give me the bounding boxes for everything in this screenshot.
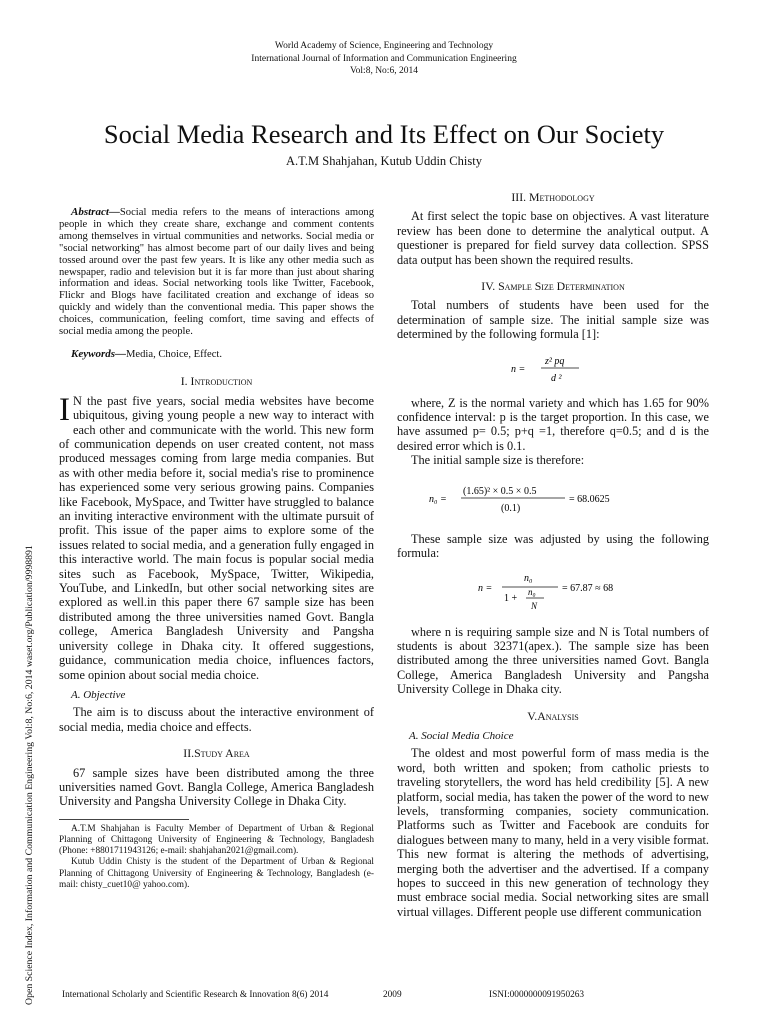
- right-column: [397, 190, 709, 919]
- section-heading-sample-size: IV. Sample Size Determination: [481, 279, 625, 294]
- equation-2: [397, 482, 709, 522]
- eq3-inner-denominator: N: [531, 600, 538, 611]
- section-heading-study-area: II.Study Area: [183, 746, 250, 761]
- header-line-2: International Journal of Information and Communication Engineering: [251, 53, 517, 64]
- eq3-inner-numerator: n₀: [528, 586, 536, 597]
- eq3-result: = 67.87 ≈ 68: [562, 582, 614, 594]
- eq2-numerator: (1.65)² × 0.5 × 0.5: [463, 485, 537, 497]
- footer-left: International Scholarly and Scientific Research & Innovation 8(6) 2014: [62, 990, 329, 1000]
- introduction-text: [59, 391, 374, 682]
- footnote-1: A.T.M Shahjahan is Faculty Member of Department of Urban & Regional Planning of Chittagong University of Engineering & Technology, Bangladesh (Phone: +8801711943126; e-mail: shahjahan2021@gmail.com).: [59, 823, 374, 857]
- keywords-text: Media, Choice, Effect.: [126, 348, 222, 360]
- abstract-label: Abstract—: [71, 206, 120, 218]
- section-heading-analysis: V.Analysis: [527, 708, 579, 723]
- keywords-label: Keywords—: [71, 347, 126, 360]
- study-area-text: 67 sample sizes have been distributed among the three universities named Govt. Bangla College, America Bangladesh University and Pangsha University College in Dhaka City.: [59, 765, 374, 809]
- paper-title: Social Media Research and Its Effect on Our Society: [103, 119, 665, 149]
- drop-cap: I: [59, 391, 70, 428]
- equation-3: [397, 571, 709, 615]
- sample-size-text-2: where, Z is the normal variety and which has 1.65 for 90% confidence interval: p is the target proportion. In this case, we have assumed p= 0.5; p+q =1, therefore q=0.5; and d is the desired error which is 0.1.: [397, 395, 709, 453]
- methodology-text: At first select the topic base on objectives. A vast literature review has been done to determine the analytical output. A questioner is prepared for field survey data collection. SPSS data output has been shown the required results.: [397, 209, 709, 267]
- left-column: [59, 207, 374, 891]
- sample-size-text-1: Total numbers of students have been used for the determination of sample size. The initial sample size was determined by the following formula [1]:: [397, 298, 709, 342]
- header-line-1: World Academy of Science, Engineering and Technology: [274, 41, 494, 51]
- eq1-denominator: d ²: [551, 372, 562, 384]
- paper-authors: A.T.M Shahjahan, Kutub Uddin Chisty: [286, 154, 482, 168]
- section-heading-methodology: III. Methodology: [511, 190, 595, 204]
- eq3-denominator-prefix: 1 +: [504, 592, 518, 604]
- sample-size-text-5: where n is requiring sample size and N is Total numbers of students is about 32371(apex.). The sample size has been distributed among the three universities named Govt. Bangla College, America Bangladesh University and Pangsha University College in Dhaka city.: [397, 624, 709, 697]
- abstract: [59, 207, 374, 338]
- section-heading-introduction: I. Introduction: [180, 374, 253, 389]
- keywords: [59, 347, 374, 362]
- eq2-denominator: (0.1): [501, 502, 521, 514]
- sample-size-text-3: The initial sample size is therefore:: [411, 453, 585, 468]
- footer-right: ISNI:0000000091950263: [489, 990, 585, 1000]
- side-citation: Open Science Index, Information and Communication Engineering Vol:8, No:6, 2014 waset.org/Publication/9998891: [24, 545, 35, 1005]
- subheading-social-media-choice: A. Social Media Choice: [409, 729, 514, 742]
- introduction-body: N the past five years, social media websites have become ubiquitous, giving young people a new way to interact with each other and communicate with the world. This new form of communication depends on user created content, not mass produced messages coming from large media companies. But as with other media before it, social media's rise to prominence has experienced some very serious growing pains. Companies like Facebook, MySpace, and Twitter have struggled to balance an inviting interactive environment with the ultimate pursuit of profit. This issue of the paper aims to explore some of the issues related to social media, and a generation fully engaged in this interactive world. The main focus is popular social media sites such as Facebook, MySpace, Twitter, Wikipedia, YouTube, and LinkedIn, but other social networking sites are explored as well.in this paper there 67 sample size has been distributed among the three universities named Govt. Bangla college, America Bangladesh University and Pangsha university college in Dhaka city. It offered suggestions, guidance, communication media choice, influences factors, some opinion about social media choice.: [59, 393, 374, 682]
- abstract-text: Social media refers to the means of interactions among people in which they create share, exchange and comment contents among themselves in virtual communities and networks. Social media or "social networking" has almost become part of our daily lives and being tossed around over the past few years. It is like any other media such as newspaper, radio and television but it is far more than just about sharing information and ideas. Social networking tools like Twitter, Facebook, Flickr and Blogs have facilitated creation and exchange of ideas so quickly and widely than the conventional media. This paper shows the choices, communication, feeling comfort, time saving and effects of social media among the people.: [59, 207, 374, 338]
- footnote-2: Kutub Uddin Chisty is the student of the Department of Urban & Regional Planning of Chittagong University of Engineering & Technology, Bangladesh (e-mail: chisty_cuet10@ yahoo.com).: [59, 857, 374, 890]
- equation-1: [397, 352, 709, 386]
- header-line-3: Vol:8, No:6, 2014: [350, 66, 418, 76]
- analysis-text: The oldest and most powerful form of mass media is the word, both written and spoken; from catholic priests to traveling storytellers, the word has held credibility [5]. A new platform, social media, has taken the power of the word to new levels, transforming companies, society communication. Platforms such as Twitter and Facebook are conduits for dialogues between many to many, held in a very visible format. This new format is altering the methods of advertising, merging both the advertiser and the advertised. If a company hopes to succeed in this new generation of technology they must embrace social media. Social networking sites are small virtual villages. Different people use different communication: [397, 746, 710, 919]
- eq1-lhs: n =: [511, 363, 526, 375]
- eq3-lhs: n =: [478, 582, 493, 594]
- footer-page-number: 2009: [383, 990, 402, 1000]
- eq2-result: = 68.0625: [569, 493, 610, 505]
- eq3-numerator: n₀: [524, 572, 533, 584]
- footnote-divider: [59, 819, 189, 820]
- journal-header: [0, 40, 768, 78]
- eq2-lhs: n₀ =: [429, 493, 447, 505]
- sample-size-text-4: These sample size was adjusted by using the following formula:: [397, 531, 709, 561]
- subheading-objective: A. Objective: [71, 688, 126, 701]
- eq1-numerator: z² pq: [545, 355, 565, 367]
- objective-text: The aim is to discuss about the interactive environment of social media, media choice and effects.: [59, 705, 374, 734]
